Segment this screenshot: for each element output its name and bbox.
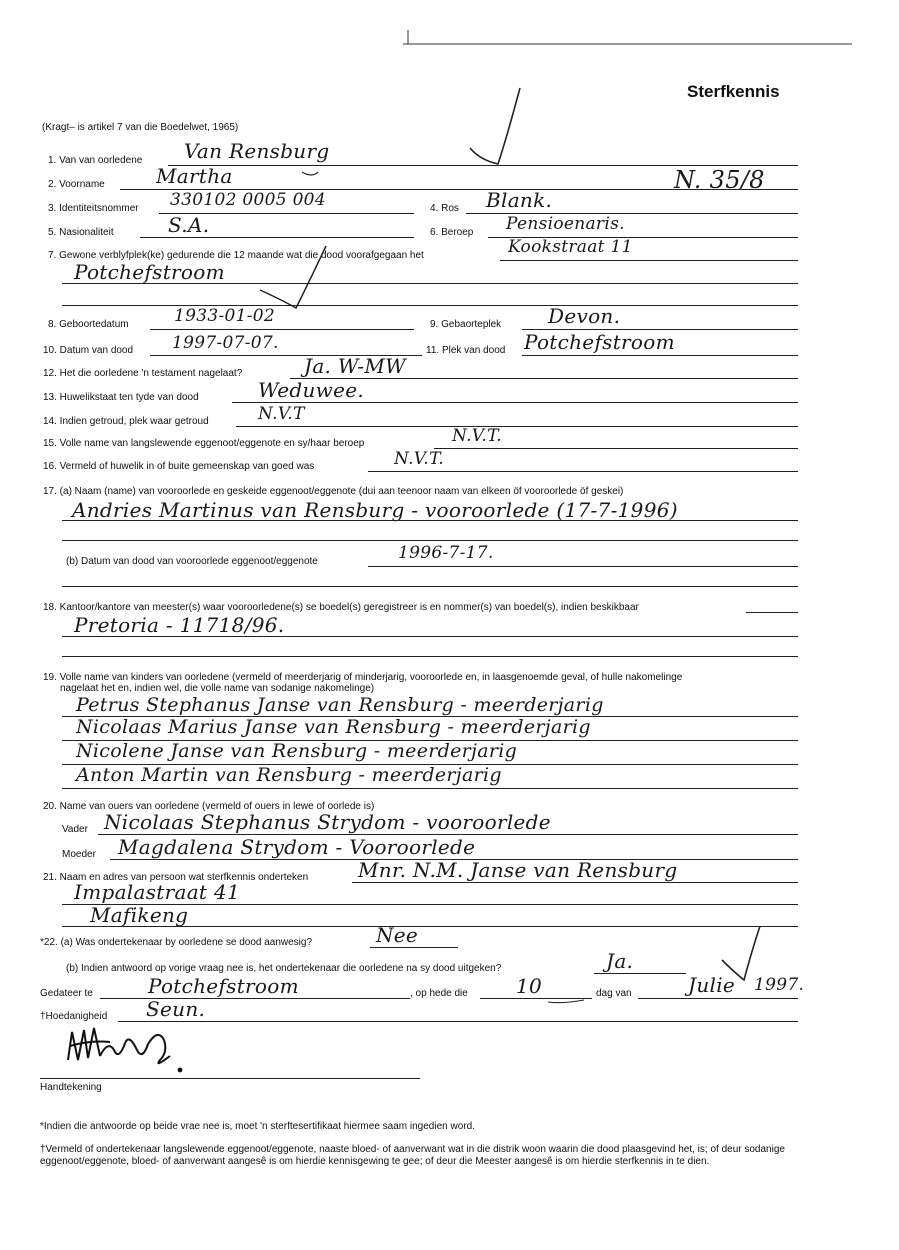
footnote-1: *Indien die antwoorde op beide vrae nee is, moet 'n sterftesertifikaat hiermee saam ingedien word. xyxy=(40,1121,475,1132)
label-signature: Handtekening xyxy=(40,1082,102,1093)
value-dated-month: Julie xyxy=(688,973,736,997)
value-previous-spouse-death: 1996-7-17. xyxy=(398,543,494,563)
label-marriage-place: 14. Indien getroud, plek waar getroud xyxy=(43,416,209,427)
value-dated-year: 1997. xyxy=(754,975,805,995)
label-surname: 1. Van van oorledene xyxy=(48,155,143,166)
label-will: 12. Het die oorledene 'n testament nagelaat? xyxy=(43,368,243,379)
label-nationality: 5. Nasionaliteit xyxy=(48,227,114,238)
label-master-office: 18. Kantoor/kantore van meester(s) waar vooroorledene(s) se boedel(s) geregistreer is en nommer(s) van boedel(s), indien beskikbaar xyxy=(43,602,639,613)
signature-scribble xyxy=(68,1028,181,1071)
value-nationality: S.A. xyxy=(168,213,210,237)
child-4: Anton Martin van Rensburg - meerderjarig xyxy=(76,764,502,786)
value-marriage-place: N.V.T xyxy=(258,404,305,424)
value-race: Blank. xyxy=(486,188,553,212)
value-father: Nicolaas Stephanus Strydom - vooroorlede xyxy=(104,810,551,834)
label-capacity: †Hoedanigheid xyxy=(40,1011,108,1022)
label-birth-place: 9. Gebaorteplek xyxy=(430,319,502,330)
label-race: 4. Ros xyxy=(430,203,459,214)
value-master-office: Pretoria - 11718/96. xyxy=(74,613,285,637)
page-title: Sterfkennis xyxy=(687,82,780,101)
label-mother: Moeder xyxy=(62,849,96,860)
label-on-this-day: , op hede die xyxy=(410,988,468,999)
child-2: Nicolaas Marius Janse van Rensburg - meerderjarig xyxy=(76,716,591,738)
check-mark-mid xyxy=(260,246,326,308)
label-present-at-death: *22. (a) Was ondertekenaar by oorledene se dood aanwesig? xyxy=(40,937,313,948)
label-dated-at: Gedateer te xyxy=(40,988,93,999)
value-identified: Ja. xyxy=(606,949,634,973)
value-residence-town: Potchefstroom xyxy=(74,260,225,284)
label-father: Vader xyxy=(62,824,88,835)
label-children-1: 19. Volle name van kinders van oorledene (vermeld of meerderjarig of minderjarig, vooroorlede en, in laasgenoemde geval, of hulle nakomelinge xyxy=(43,672,683,683)
label-previous-spouse-death: (b) Datum van dood van vooroorlede eggenoot/eggenote xyxy=(66,556,318,567)
value-previous-spouse: Andries Martinus van Rensburg - vooroorlede (17-7-1996) xyxy=(72,498,678,522)
margin-reference: N. 35/8 xyxy=(674,166,765,194)
label-birth-date: 8. Geboortedatum xyxy=(48,319,129,330)
child-3: Nicolene Janse van Rensburg - meerderjarig xyxy=(76,740,518,762)
value-signatory-street: Impalastraat 41 xyxy=(74,880,240,904)
value-occupation: Pensioenaris. xyxy=(506,214,625,234)
label-death-place: 11. Plek van dood xyxy=(426,345,506,356)
label-day-of: dag van xyxy=(596,988,632,999)
value-capacity: Seun. xyxy=(146,997,206,1021)
label-first-names: 2. Voorname xyxy=(48,179,105,190)
value-signatory: Mnr. N.M. Janse van Rensburg xyxy=(358,858,678,882)
footnote-2: †Vermeld of ondertekenaar langslewende eggenoot/eggenote, naaste bloed- of aanverwant wat in die distrik woon waarin die dood plaasgevind het, is; of deur sodanige eggenoot/eggenote, bloed- of aanverwant aangesê is om hierdie kennisgewing te gee; of deur die Meester aangesê is om hierdie sterfkennis in te dien. xyxy=(40,1144,785,1167)
label-identified: (b) Indien antwoord op vorige vraag nee is, het ondertekenaar die oorledene na sy dood uitgeken? xyxy=(66,963,502,974)
value-death-place: Potchefstroom xyxy=(524,330,675,354)
value-surname: Van Rensburg xyxy=(184,139,330,163)
value-present-at-death: Nee xyxy=(376,923,419,947)
label-previous-spouse: 17. (a) Naam (name) van vooroorlede en geskeide eggenoot/eggenote (dui aan teenoor naam van elkeen öf vooroorlede öf geskei) xyxy=(43,486,624,497)
value-dated-day: 10 xyxy=(516,974,543,998)
value-birth-date: 1933-01-02 xyxy=(174,306,276,326)
form-subtitle: (Kragt– is artikel 7 van die Boedelwet, 1965) xyxy=(42,122,239,133)
value-birth-place: Devon. xyxy=(548,304,621,328)
check-mark-top xyxy=(470,88,520,164)
value-community-property: N.V.T. xyxy=(394,449,444,469)
label-id-number: 3. Identiteitsnommer xyxy=(48,203,139,214)
value-signatory-town: Mafikeng xyxy=(90,903,189,927)
label-signatory: 21. Naam en adres van persoon wat sterfkennis onderteken xyxy=(43,872,309,883)
label-parents: 20. Name van ouers van oorledene (vermeld of ouers in lewe of oorlede is) xyxy=(43,801,375,812)
value-residence: Kookstraat 11 xyxy=(508,237,633,257)
value-death-date: 1997-07-07. xyxy=(172,333,279,353)
label-occupation: 6. Beroep xyxy=(430,227,474,238)
value-spouse: N.V.T. xyxy=(452,426,502,446)
value-will: Ja. W-MW xyxy=(304,354,406,378)
value-marital-status: Weduwee. xyxy=(258,378,364,402)
check-mark-bottom xyxy=(722,926,760,980)
label-children-2: nagelaat het en, indien wel, die volle name van sodanige nakomelinge) xyxy=(60,683,375,694)
label-death-date: 10. Datum van dood xyxy=(43,345,134,356)
child-1: Petrus Stephanus Janse van Rensburg - meerderjarig xyxy=(76,694,604,716)
value-id-number: 330102 0005 004 xyxy=(170,190,326,210)
label-residence: 7. Gewone verblyfplek(ke) gedurende die 12 maande wat die dood voorafgegaan het xyxy=(48,250,424,261)
value-dated-place: Potchefstroom xyxy=(148,974,299,998)
label-marital-status: 13. Huwelikstaat ten tyde van dood xyxy=(43,392,199,403)
label-spouse: 15. Volle name van langslewende eggenoot/eggenote en sy/haar beroep xyxy=(43,438,365,449)
label-community-property: 16. Vermeld of huwelik in of buite gemeenskap van goed was xyxy=(43,461,315,472)
value-mother: Magdalena Strydom - Vooroorlede xyxy=(118,835,476,859)
value-first-names: Martha xyxy=(156,164,233,188)
